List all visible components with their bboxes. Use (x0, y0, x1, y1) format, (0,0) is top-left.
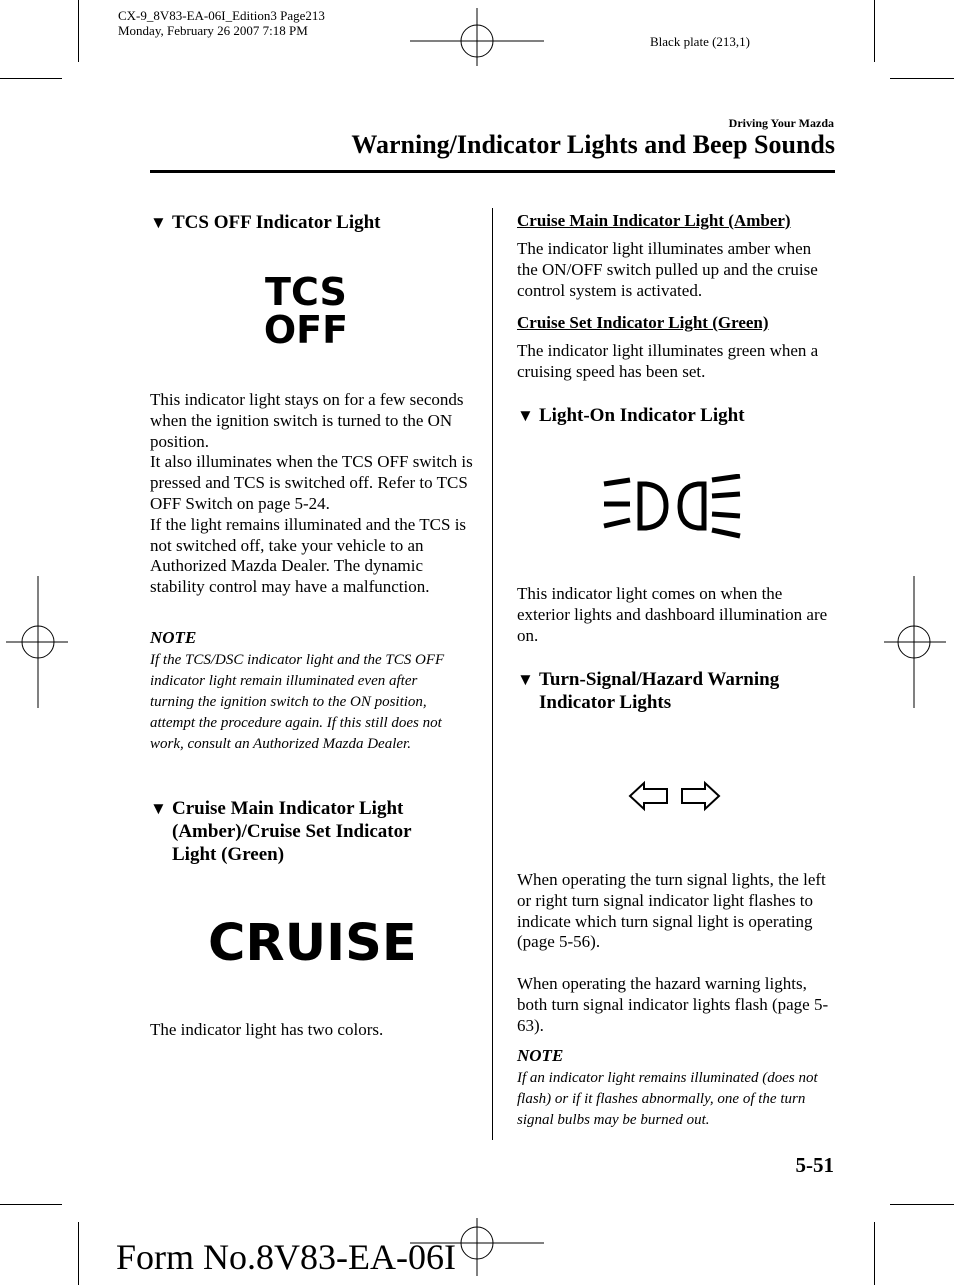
crop-mark (890, 1204, 954, 1205)
page-number: 5-51 (795, 1153, 834, 1177)
tcs-icon-line1: TCS (265, 270, 347, 314)
plate-label: Black plate (213,1) (650, 34, 750, 49)
registration-mark-icon (6, 576, 68, 708)
triangle-down-icon: ▼ (517, 406, 534, 425)
tcs-icon-line2: OFF (263, 308, 349, 352)
note-label: NOTE (517, 1046, 564, 1065)
turn-body-2: When operating the hazard warning lights, both turn signal indicator lights flash (page 5-63). (517, 974, 829, 1035)
file-info-line1: CX-9_8V83-EA-06I_Edition3 Page213 (118, 8, 325, 23)
cruise-icon: CRUISE (208, 914, 417, 973)
note-label: NOTE (150, 628, 197, 647)
triangle-down-icon: ▼ (150, 799, 167, 818)
tcs-heading-text: TCS OFF Indicator Light (172, 212, 381, 233)
section-label: Driving Your Mazda (728, 116, 834, 130)
tcs-body-para3: If the light remains illuminated and the TCS is not switched off, take your vehicle to an Authorized Mazda Dealer. The dynamic stability control may have a malfunction. (150, 514, 467, 597)
cruise-set-body: The indicator light illuminates green when a cruising speed has been set. (517, 341, 819, 381)
tcs-body-para2: It also illuminates when the TCS OFF switch is pressed and TCS is switched off. Refer to TCS OFF Switch on page 5-24. (150, 452, 473, 513)
registration-mark-icon (410, 8, 544, 66)
file-info-line2: Monday, February 26 2007 7:18 PM (118, 23, 308, 38)
cruise-heading (150, 797, 480, 866)
triangle-down-icon: ▼ (150, 213, 167, 232)
tcs-heading (150, 211, 480, 234)
crop-mark (78, 1222, 79, 1285)
crop-mark (890, 78, 954, 79)
crop-mark (874, 0, 875, 62)
lighton-heading-text: Light-On Indicator Light (539, 405, 745, 426)
turn-heading (517, 668, 837, 714)
tcs-off-icon (258, 270, 354, 352)
note-text: If the TCS/DSC indicator light and the TCS OFF indicator light remain illuminated even after turning the ignition switch to the ON position, attempt the procedure again. If this still does not work, consult an Authorized Mazda Dealer. (150, 652, 445, 752)
crop-mark (78, 0, 79, 62)
note-text: If an indicator light remains illuminated (does not flash) or if it flashes abnormally, one of the turn signal bulbs may be burned out. (517, 1070, 818, 1128)
cruise-body: The indicator light has two colors. (150, 1020, 384, 1039)
page-title: Warning/Indicator Lights and Beep Sounds (351, 130, 835, 159)
crop-mark (0, 1204, 62, 1205)
registration-mark-icon (884, 576, 946, 708)
lighton-body: This indicator light comes on when the exterior lights and dashboard illumination are on. (517, 584, 828, 645)
file-info (118, 8, 325, 38)
turn-heading-line1: Turn-Signal/Hazard Warning (539, 669, 780, 690)
cruise-set-subheading: Cruise Set Indicator Light (Green) (517, 313, 769, 332)
cruise-heading-line1: Cruise Main Indicator Light (172, 798, 404, 819)
form-number: Form No.8V83-EA-06I (116, 1237, 456, 1277)
tcs-body (150, 390, 475, 598)
crop-mark (0, 78, 62, 79)
turn-signal-arrows-icon (628, 780, 722, 812)
cruise-main-subheading: Cruise Main Indicator Light (Amber) (517, 211, 791, 230)
column-divider (492, 208, 493, 1140)
title-rule (150, 170, 835, 173)
tcs-body-para1: This indicator light stays on for a few seconds when the ignition switch is turned to the ON position. (150, 390, 464, 451)
cruise-main-body: The indicator light illuminates amber when the ON/OFF switch pulled up and the cruise control system is activated. (517, 239, 818, 300)
lighton-heading (517, 404, 837, 427)
headlight-icon (600, 474, 746, 540)
turn-body-1: When operating the turn signal lights, the left or right turn signal indicator light flashes to indicate which turn signal light is operating (page 5-56). (517, 870, 826, 952)
crop-mark (874, 1222, 875, 1285)
turn-heading-line2: Indicator Lights (539, 692, 672, 713)
cruise-heading-line2: (Amber)/Cruise Set Indicator (172, 821, 412, 842)
cruise-heading-line3: Light (Green) (172, 844, 285, 865)
triangle-down-icon: ▼ (517, 670, 534, 689)
